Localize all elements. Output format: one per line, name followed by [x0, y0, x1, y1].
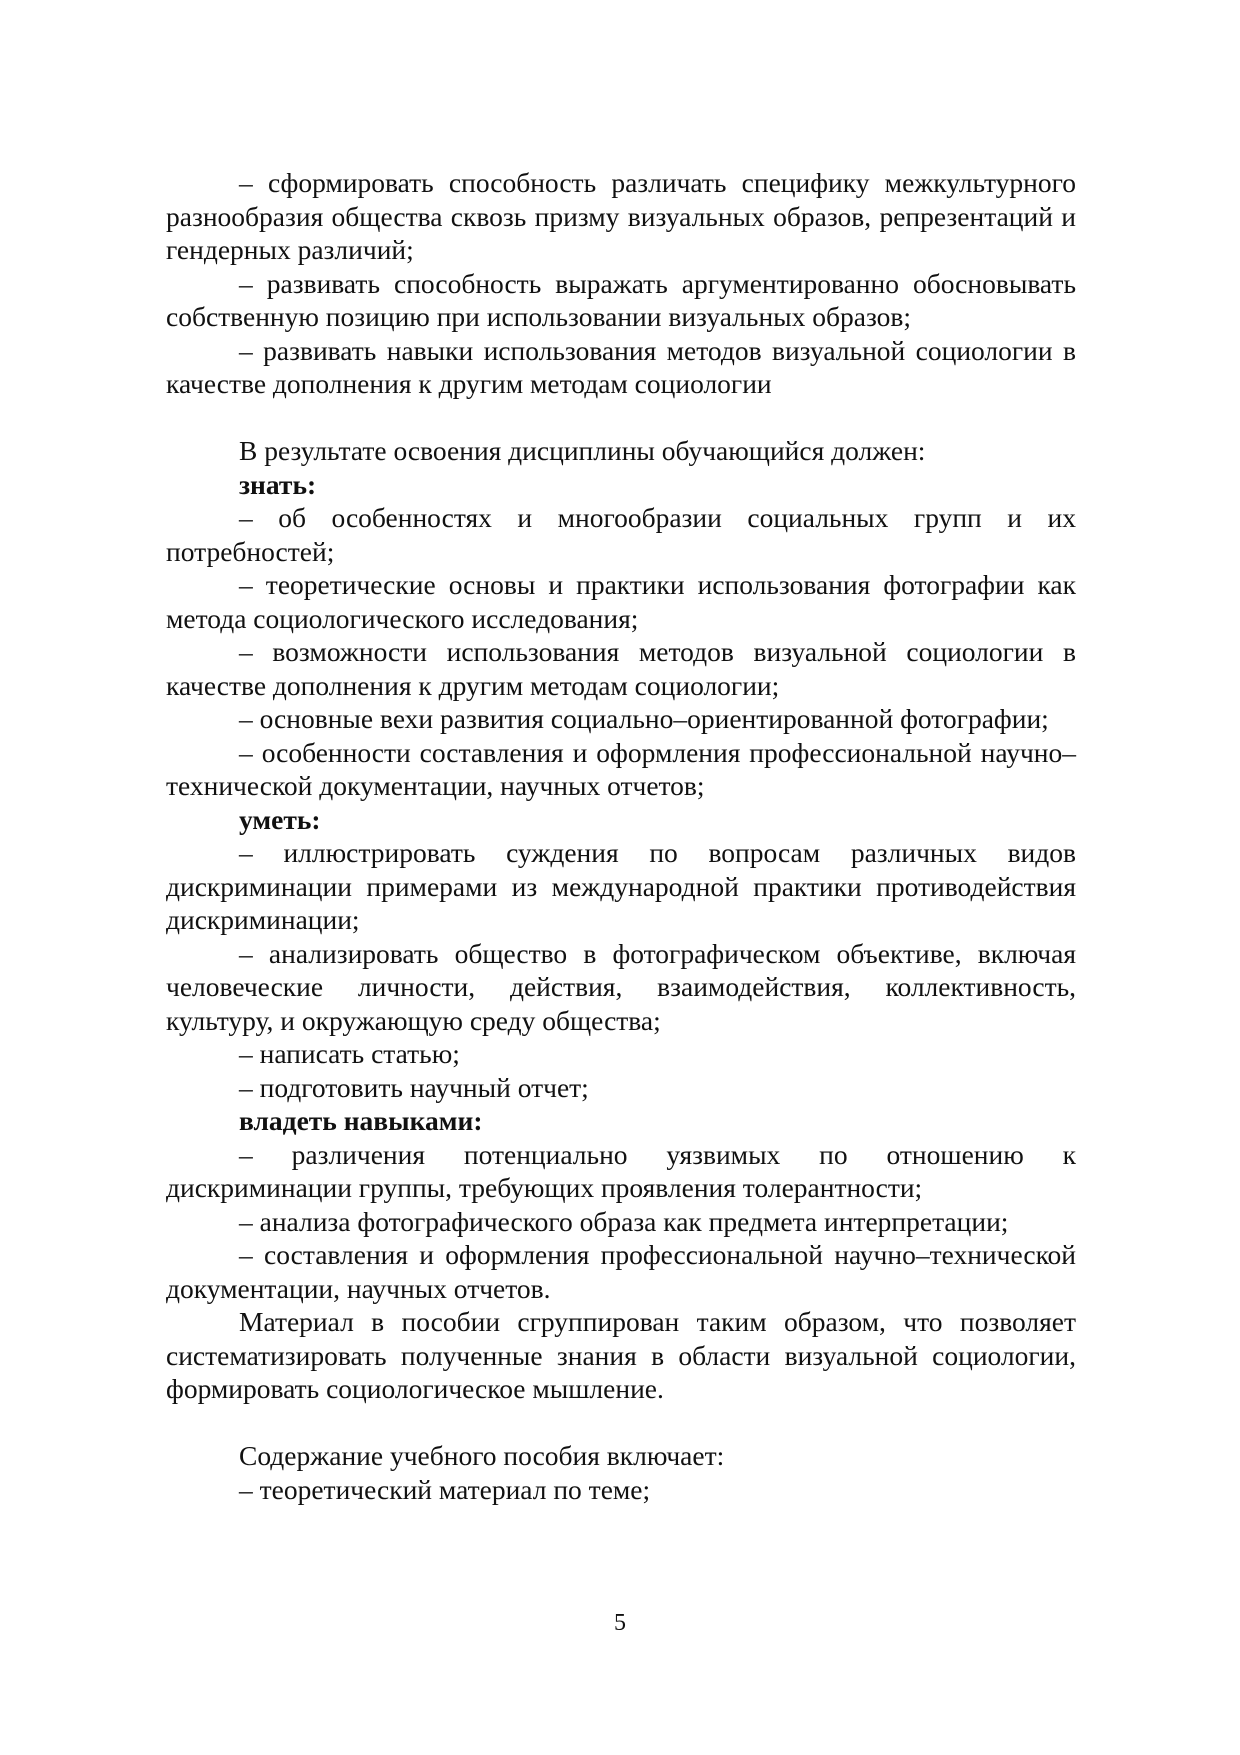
section-heading-skills: владеть навыками:	[239, 1105, 483, 1136]
paragraph: – анализировать общество в фотографическом объективе, включая человеческие личности, действия, взаимодействия, коллективность, культуру, и окружающую среду общества;	[166, 937, 1076, 1036]
paragraph: – составления и оформления профессиональной научно–технической документации, научных отчетов.	[166, 1239, 1076, 1304]
paragraph: – анализа фотографического образа как предмета интерпретации;	[239, 1205, 1009, 1237]
paragraph: – подготовить научный отчет;	[239, 1071, 589, 1103]
paragraph: Содержание учебного пособия включает:	[239, 1440, 725, 1471]
section-heading-know: знать:	[239, 468, 317, 500]
paragraph-spacer	[166, 401, 1076, 435]
paragraph-spacer	[166, 1406, 1076, 1440]
paragraph: – теоретический материал по теме;	[239, 1473, 651, 1505]
paragraph: – развивать навыки использования методов визуальной социологии в качестве дополнения к другим методам социологии	[166, 334, 1076, 399]
paragraph: Материал в пособии сгруппирован таким образом, что позволяет систематизировать полученные знания в области визуальной социологии, формировать социологическое мышление.	[166, 1306, 1076, 1404]
paragraph: В результате освоения дисциплины обучающийся должен:	[239, 435, 926, 466]
paragraph: – теоретические основы и практики использования фотографии как метода социологического исследования;	[166, 569, 1076, 634]
paragraph: – возможности использования методов визуальной социологии в качестве дополнения к другим методам социологии;	[166, 636, 1076, 701]
paragraph: – иллюстрировать суждения по вопросам различных видов дискриминации примерами из международной практики противодействия дискриминации;	[166, 837, 1076, 935]
paragraph: – написать статью;	[239, 1038, 460, 1069]
section-heading-be-able: уметь:	[239, 803, 321, 835]
document-body	[166, 166, 1076, 1506]
page-number: 5	[614, 1610, 626, 1636]
paragraph: – развивать способность выражать аргументированно обосновывать собственную позицию при использовании визуальных образов;	[166, 267, 1076, 332]
paragraph: – различения потенциально уязвимых по отношению к дискриминации группы, требующих проявления толерантности;	[166, 1138, 1076, 1203]
paragraph: – сформировать способность различать специфику межкультурного разнообразия общества сквозь призму визуальных образов, репрезентаций и гендерных различий;	[166, 167, 1076, 265]
paragraph: – основные вехи развития социально–ориентированной фотографии;	[239, 703, 1049, 734]
paragraph: – особенности составления и оформления профессиональной научно–технической документации, научных отчетов;	[166, 736, 1076, 801]
paragraph: – об особенностях и многообразии социальных групп и их потребностей;	[166, 502, 1076, 567]
